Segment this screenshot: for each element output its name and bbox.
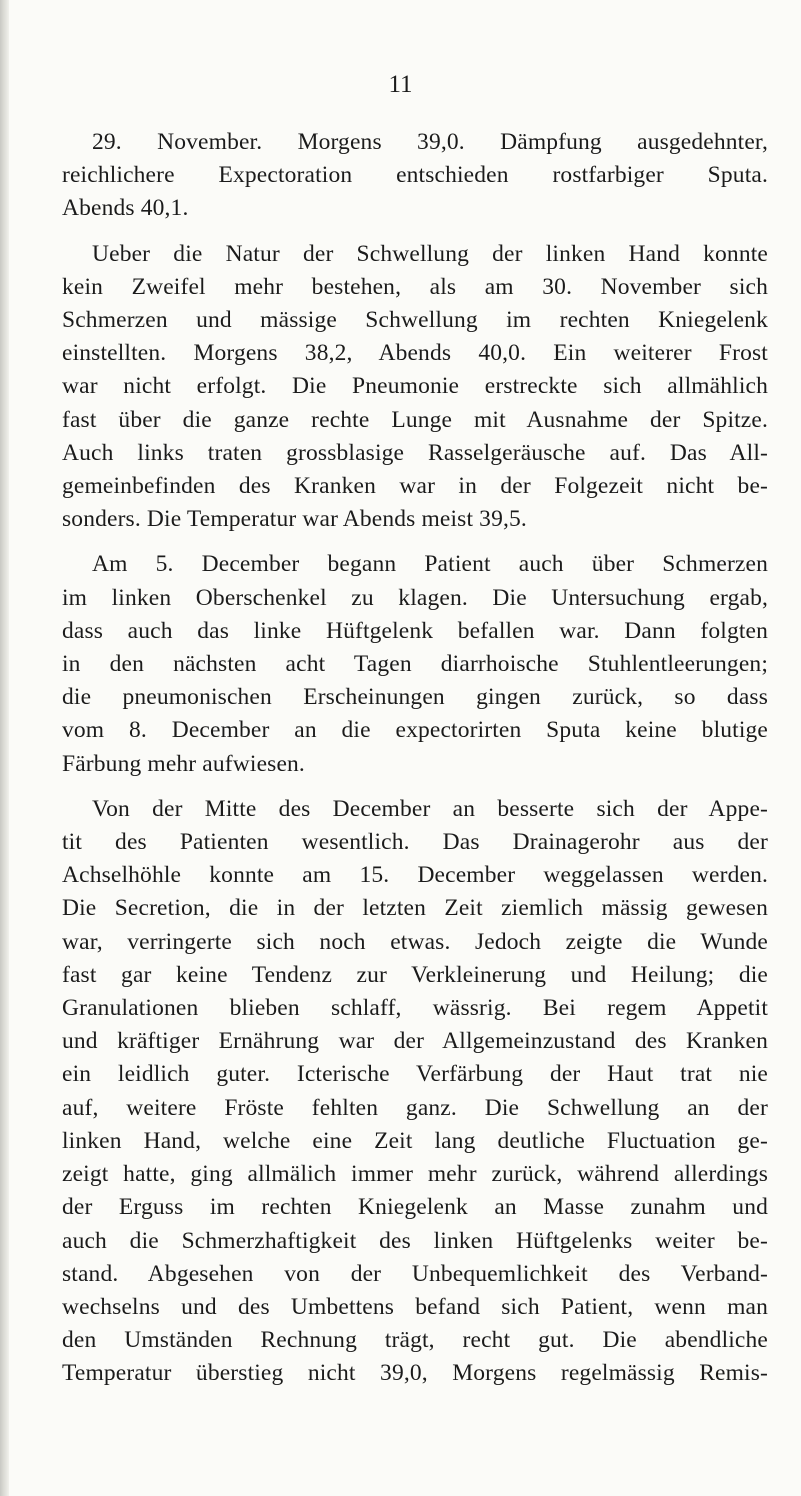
text-line: in den nächsten acht Tagen diarrhoische Stuhlentleerungen; — [62, 651, 768, 678]
text-line: zeigt hatte, ging allmälich immer mehr zurück, während allerdings — [62, 1161, 768, 1188]
text-line: dass auch das linke Hüftgelenk befallen war. Dann folgten — [62, 617, 768, 644]
text-line: einstellten. Morgens 38,2, Abends 40,0. Ein weiterer Frost — [62, 340, 768, 367]
paragraph-1 — [62, 126, 768, 226]
text-line: Die Secretion, die in der letzten Zeit ziemlich mässig gewesen — [62, 895, 768, 922]
body-text — [62, 126, 768, 1391]
text-line: Granulationen blieben schlaff, wässrig. Bei regem Appetit — [62, 995, 768, 1022]
text-line: wechselns und des Umbettens befand sich Patient, wenn man — [62, 1293, 768, 1320]
text-line: kein Zweifel mehr bestehen, als am 30. November sich — [62, 273, 768, 300]
text-line: der Erguss im rechten Kniegelenk an Masse zunahm und — [62, 1194, 768, 1221]
text-line: die pneumonischen Erscheinungen gingen zurück, so dass — [62, 684, 768, 711]
text-line: linken Hand, welche eine Zeit lang deutliche Fluctuation ge- — [62, 1127, 768, 1154]
text-line: Schmerzen und mässige Schwellung im rechten Kniegelenk — [62, 307, 768, 334]
text-line: im linken Oberschenkel zu klagen. Die Untersuchung ergab, — [62, 584, 768, 611]
text-line: tit des Patienten wesentlich. Das Drainagerohr aus der — [62, 829, 768, 856]
text-line: auch die Schmerzhaftigkeit des linken Hüftgelenks weiter be- — [62, 1227, 768, 1254]
text-line: Ueber die Natur der Schwellung der linken Hand konnte — [92, 240, 768, 267]
text-line: stand. Abgesehen von der Unbequemlichkeit des Verband- — [62, 1260, 768, 1287]
text-line: den Umständen Rechnung trägt, recht gut. Die abendliche — [62, 1327, 768, 1354]
text-line: auf, weitere Fröste fehlten ganz. Die Schwellung an der — [62, 1094, 768, 1121]
text-line: Auch links traten grossblasige Rasselgeräusche auf. Das All- — [62, 439, 768, 466]
paragraph-3 — [62, 548, 768, 780]
page-number: 11 — [388, 71, 413, 98]
paragraph-2 — [62, 238, 768, 537]
text-line: Färbung mehr aufwiesen. — [62, 750, 305, 777]
text-line: fast gar keine Tendenz zur Verkleinerung und Heilung; die — [62, 961, 768, 988]
text-line: 29. November. Morgens 39,0. Dämpfung ausgedehnter, — [92, 129, 768, 155]
text-line: Achselhöhle konnte am 15. December weggelassen werden. — [62, 862, 768, 889]
text-line: vom 8. December an die expectorirten Sputa keine blutige — [62, 717, 768, 744]
paragraph-4 — [62, 793, 768, 1391]
text-line: Am 5. December begann Patient auch über Schmerzen — [92, 551, 768, 578]
text-line: sonders. Die Temperatur war Abends meist 39,5. — [62, 506, 527, 533]
text-line: reichlichere Expectoration entschieden rostfarbiger Sputa. — [62, 162, 768, 189]
text-line: und kräftiger Ernährung war der Allgemeinzustand des Kranken — [62, 1028, 768, 1055]
text-line: Von der Mitte des December an besserte sich der Appe- — [92, 795, 768, 822]
text-line: Abends 40,1. — [62, 195, 189, 222]
text-line: Temperatur überstieg nicht 39,0, Morgens regelmässig Remis- — [62, 1360, 768, 1387]
text-line: fast über die ganze rechte Lunge mit Ausnahme der Spitze. — [62, 406, 768, 433]
text-line: war, verringerte sich noch etwas. Jedoch zeigte die Wunde — [62, 928, 768, 955]
text-line: ein leidlich guter. Icterische Verfärbung der Haut trat nie — [62, 1061, 768, 1088]
text-line: gemeinbefinden des Kranken war in der Folgezeit nicht be- — [62, 473, 768, 500]
text-line: war nicht erfolgt. Die Pneumonie erstreckte sich allmählich — [62, 373, 768, 400]
